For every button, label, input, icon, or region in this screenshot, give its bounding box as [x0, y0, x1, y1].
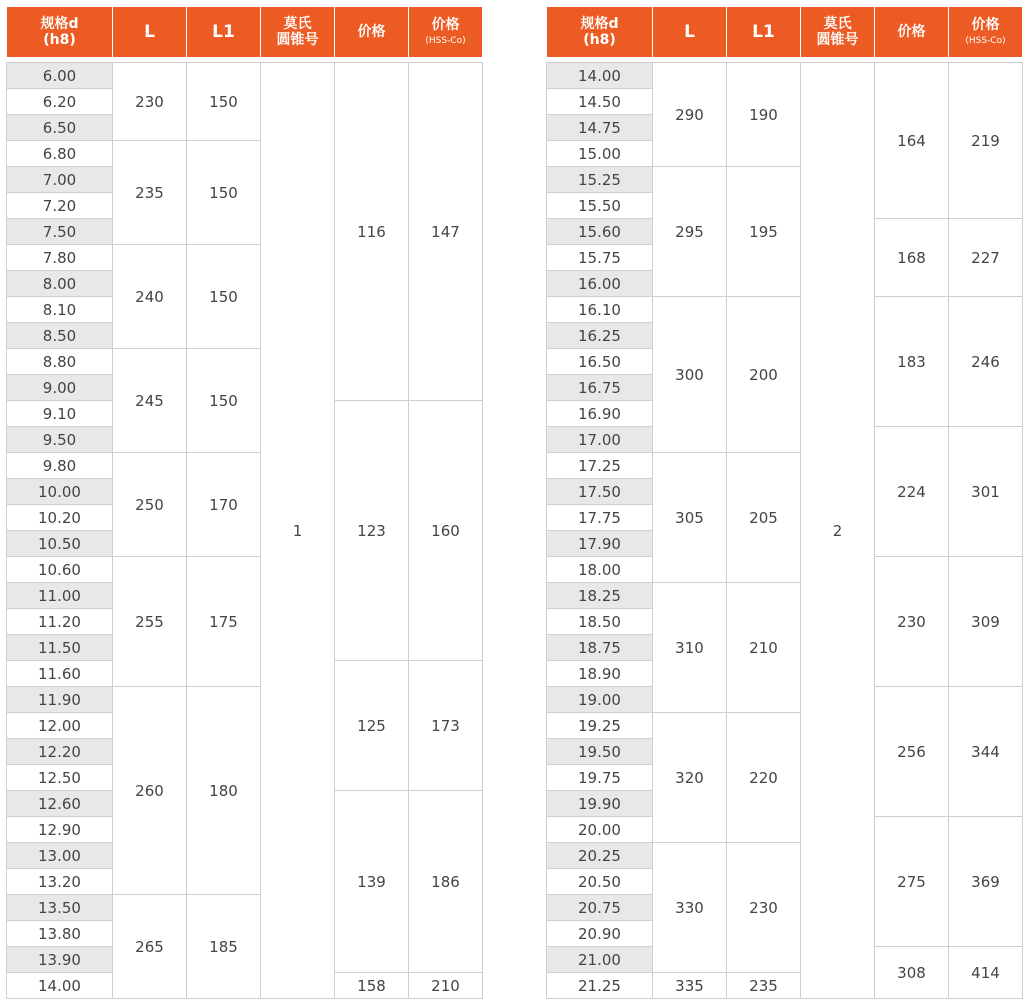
header-length: L: [653, 7, 727, 58]
diameter-cell: 19.75: [547, 765, 653, 791]
diameter-cell: 17.00: [547, 427, 653, 453]
price-cell: 308: [875, 947, 949, 999]
diameter-cell: 16.50: [547, 349, 653, 375]
length-cell: 305: [653, 453, 727, 583]
diameter-cell: 7.20: [7, 193, 113, 219]
length-cell: 300: [653, 297, 727, 453]
length-l1-cell: 220: [727, 713, 801, 843]
diameter-cell: 12.50: [7, 765, 113, 791]
spec-table-left: [6, 6, 483, 999]
diameter-cell: 20.90: [547, 921, 653, 947]
diameter-cell: 16.25: [547, 323, 653, 349]
diameter-cell: 14.00: [547, 63, 653, 89]
diameter-cell: 20.00: [547, 817, 653, 843]
diameter-cell: 11.20: [7, 609, 113, 635]
diameter-cell: 8.00: [7, 271, 113, 297]
diameter-cell: 18.75: [547, 635, 653, 661]
diameter-cell: 7.80: [7, 245, 113, 271]
price-cell: 116: [335, 63, 409, 401]
diameter-cell: 8.50: [7, 323, 113, 349]
length-cell: 265: [113, 895, 187, 999]
diameter-cell: 16.00: [547, 271, 653, 297]
diameter-cell: 18.90: [547, 661, 653, 687]
diameter-cell: 15.25: [547, 167, 653, 193]
length-cell: 245: [113, 349, 187, 453]
header-diameter: 规格d (h8): [7, 7, 113, 58]
diameter-cell: 19.90: [547, 791, 653, 817]
price-cell: 275: [875, 817, 949, 947]
length-cell: 260: [113, 687, 187, 895]
diameter-cell: 10.20: [7, 505, 113, 531]
price-hss-co-cell: 173: [409, 661, 483, 791]
length-l1-cell: 195: [727, 167, 801, 297]
diameter-cell: 14.75: [547, 115, 653, 141]
diameter-cell: 18.50: [547, 609, 653, 635]
diameter-cell: 21.00: [547, 947, 653, 973]
length-cell: 295: [653, 167, 727, 297]
length-l1-cell: 230: [727, 843, 801, 973]
diameter-cell: 19.25: [547, 713, 653, 739]
price-hss-co-cell: 369: [949, 817, 1023, 947]
header-length-l1: L1: [187, 7, 261, 58]
length-cell: 335: [653, 973, 727, 999]
price-cell: 224: [875, 427, 949, 557]
table-row: [7, 63, 483, 89]
header-price-hss-co: 价格 (HSS-Co): [409, 7, 483, 58]
price-cell: 158: [335, 973, 409, 999]
diameter-cell: 13.90: [7, 947, 113, 973]
length-l1-cell: 205: [727, 453, 801, 583]
diameter-cell: 14.50: [547, 89, 653, 115]
header-length: L: [113, 7, 187, 58]
length-l1-cell: 150: [187, 141, 261, 245]
diameter-cell: 11.60: [7, 661, 113, 687]
length-l1-cell: 180: [187, 687, 261, 895]
length-cell: 330: [653, 843, 727, 973]
diameter-cell: 9.00: [7, 375, 113, 401]
price-hss-co-cell: 227: [949, 219, 1023, 297]
table-row: [547, 63, 1023, 89]
header-morse-taper: 莫氏 圆锥号: [261, 7, 335, 58]
price-hss-co-cell: 160: [409, 401, 483, 661]
diameter-cell: 21.25: [547, 973, 653, 999]
length-cell: 320: [653, 713, 727, 843]
diameter-cell: 6.50: [7, 115, 113, 141]
length-cell: 290: [653, 63, 727, 167]
length-l1-cell: 150: [187, 245, 261, 349]
diameter-cell: 17.75: [547, 505, 653, 531]
diameter-cell: 10.60: [7, 557, 113, 583]
diameter-cell: 15.50: [547, 193, 653, 219]
price-hss-co-cell: 246: [949, 297, 1023, 427]
diameter-cell: 12.00: [7, 713, 113, 739]
header-length-l1: L1: [727, 7, 801, 58]
price-cell: 123: [335, 401, 409, 661]
length-cell: 255: [113, 557, 187, 687]
spec-table-right: [546, 6, 1023, 999]
length-cell: 230: [113, 63, 187, 141]
diameter-cell: 13.00: [7, 843, 113, 869]
header-row: [7, 7, 483, 58]
diameter-cell: 8.10: [7, 297, 113, 323]
header-morse-taper: 莫氏 圆锥号: [801, 7, 875, 58]
diameter-cell: 18.00: [547, 557, 653, 583]
diameter-cell: 12.20: [7, 739, 113, 765]
diameter-cell: 16.10: [547, 297, 653, 323]
header-row: [547, 7, 1023, 58]
price-hss-co-cell: 344: [949, 687, 1023, 817]
diameter-cell: 8.80: [7, 349, 113, 375]
header-diameter: 规格d (h8): [547, 7, 653, 58]
diameter-cell: 9.10: [7, 401, 113, 427]
diameter-cell: 17.25: [547, 453, 653, 479]
diameter-cell: 15.00: [547, 141, 653, 167]
diameter-cell: 18.25: [547, 583, 653, 609]
diameter-cell: 14.00: [7, 973, 113, 999]
diameter-cell: 15.75: [547, 245, 653, 271]
diameter-cell: 11.50: [7, 635, 113, 661]
diameter-cell: 13.50: [7, 895, 113, 921]
diameter-cell: 12.60: [7, 791, 113, 817]
diameter-cell: 16.90: [547, 401, 653, 427]
length-l1-cell: 170: [187, 453, 261, 557]
length-cell: 310: [653, 583, 727, 713]
length-l1-cell: 190: [727, 63, 801, 167]
price-hss-co-cell: 301: [949, 427, 1023, 557]
diameter-cell: 19.00: [547, 687, 653, 713]
price-cell: 164: [875, 63, 949, 219]
length-l1-cell: 185: [187, 895, 261, 999]
length-l1-cell: 200: [727, 297, 801, 453]
price-cell: 230: [875, 557, 949, 687]
diameter-cell: 19.50: [547, 739, 653, 765]
diameter-cell: 20.50: [547, 869, 653, 895]
length-l1-cell: 175: [187, 557, 261, 687]
diameter-cell: 9.80: [7, 453, 113, 479]
price-hss-co-cell: 414: [949, 947, 1023, 999]
price-cell: 125: [335, 661, 409, 791]
header-price: 价格: [875, 7, 949, 58]
price-hss-co-cell: 186: [409, 791, 483, 973]
price-cell: 139: [335, 791, 409, 973]
length-l1-cell: 210: [727, 583, 801, 713]
price-hss-co-cell: 309: [949, 557, 1023, 687]
length-cell: 235: [113, 141, 187, 245]
diameter-cell: 20.25: [547, 843, 653, 869]
diameter-cell: 6.80: [7, 141, 113, 167]
diameter-cell: 7.00: [7, 167, 113, 193]
length-l1-cell: 150: [187, 349, 261, 453]
price-hss-co-cell: 210: [409, 973, 483, 999]
price-hss-co-cell: 219: [949, 63, 1023, 219]
diameter-cell: 7.50: [7, 219, 113, 245]
diameter-cell: 20.75: [547, 895, 653, 921]
diameter-cell: 13.20: [7, 869, 113, 895]
diameter-cell: 10.00: [7, 479, 113, 505]
diameter-cell: 17.50: [547, 479, 653, 505]
table-row: [547, 297, 1023, 323]
diameter-cell: 9.50: [7, 427, 113, 453]
price-cell: 256: [875, 687, 949, 817]
diameter-cell: 13.80: [7, 921, 113, 947]
morse-taper-cell: 2: [801, 63, 875, 999]
header-price: 价格: [335, 7, 409, 58]
diameter-cell: 6.00: [7, 63, 113, 89]
price-hss-co-cell: 147: [409, 63, 483, 401]
diameter-cell: 16.75: [547, 375, 653, 401]
length-l1-cell: 235: [727, 973, 801, 999]
length-l1-cell: 150: [187, 63, 261, 141]
price-cell: 183: [875, 297, 949, 427]
morse-taper-cell: 1: [261, 63, 335, 999]
length-cell: 240: [113, 245, 187, 349]
length-cell: 250: [113, 453, 187, 557]
header-price-hss-co: 价格 (HSS-Co): [949, 7, 1023, 58]
price-cell: 168: [875, 219, 949, 297]
diameter-cell: 10.50: [7, 531, 113, 557]
diameter-cell: 6.20: [7, 89, 113, 115]
diameter-cell: 15.60: [547, 219, 653, 245]
diameter-cell: 12.90: [7, 817, 113, 843]
diameter-cell: 11.90: [7, 687, 113, 713]
diameter-cell: 17.90: [547, 531, 653, 557]
diameter-cell: 11.00: [7, 583, 113, 609]
